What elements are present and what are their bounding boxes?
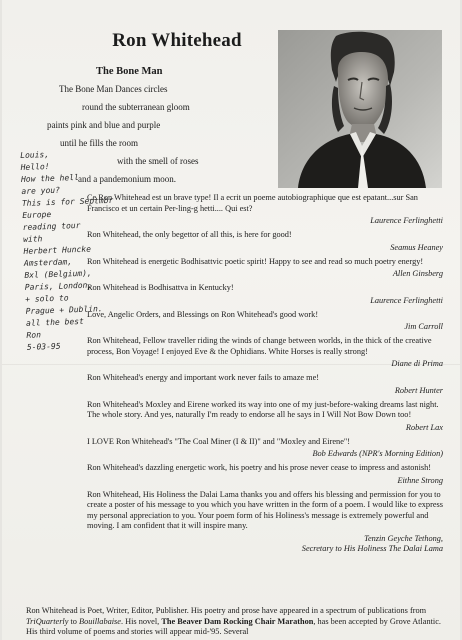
- quote-text: Ron Whitehead, the only begettor of all this, is here for good!: [87, 230, 292, 239]
- quotes-list: [87, 193, 443, 558]
- note-line: Europe: [22, 209, 52, 220]
- note-line: reading tour: [22, 220, 81, 232]
- note-line: are you?: [21, 185, 61, 196]
- quote-item: [87, 400, 443, 433]
- quote-attribution: Jim Carroll: [404, 322, 443, 331]
- note-line: How the hell: [20, 172, 79, 184]
- quote-item: [87, 490, 443, 554]
- quote-item: [87, 193, 443, 226]
- bio-publication: Bouillabaise: [79, 616, 121, 626]
- quote-attribution: Seamus Heaney: [390, 242, 443, 252]
- quote-text: Ron Whitehead is Bodhisattva in Kentucky!: [87, 283, 234, 292]
- bio-publication: TriQuarterly: [26, 616, 69, 626]
- note-line: Ron: [26, 330, 42, 340]
- note-line: Bxl (Belgium),: [24, 268, 92, 280]
- quote-attribution: Eithne Strong: [397, 475, 443, 485]
- poem-line: paints pink and blue and purple: [47, 120, 161, 130]
- note-line: This is for Septmbr: [21, 195, 114, 208]
- author-bio: [26, 606, 450, 638]
- bio-text: Ron Whitehead is Poet, Writer, Editor, Publisher. His poetry and prose have appeared in a spectrum of publications from: [26, 606, 427, 615]
- quote-attribution: Laurence Ferlinghetti: [370, 295, 443, 305]
- quote-text: Ron Whitehead's dazzling energetic work, his poetry and his prose never cease to impress and astonish!: [87, 463, 432, 472]
- poem-line: with the smell of roses: [117, 156, 199, 166]
- quote-attribution-title: Secretary to His Holiness The Dalai Lama: [301, 543, 443, 553]
- handwritten-note: [20, 148, 114, 354]
- quote-item: [87, 336, 443, 369]
- note-line: Herbert Huncke: [23, 244, 92, 256]
- note-line: all the best: [25, 316, 84, 328]
- poem-line: The Bone Man Dances circles: [59, 84, 168, 94]
- quote-attribution: Allen Ginsberg: [392, 269, 443, 278]
- note-line: Louis,: [20, 149, 50, 160]
- note-line: 5-03-95: [26, 341, 61, 352]
- author-portrait-drawing: [278, 30, 442, 188]
- quote-attribution: Robert Hunter: [394, 385, 443, 395]
- quote-attribution: Diane di Prima: [391, 359, 443, 368]
- bio-text: . His novel,: [120, 616, 162, 626]
- quote-item: [87, 283, 443, 306]
- page-title: Ron Whitehead: [112, 30, 242, 51]
- quote-text: Ron Whitehead's energy and important work never fails to amaze me!: [87, 373, 320, 382]
- quote-attribution: Robert Lax: [405, 422, 443, 432]
- author-portrait: [278, 30, 442, 188]
- quote-text: Ron Whitehead's Moxley and Eirene worked its way into one of my just-before-waking dreams last night. The whole story. And yes, naturally I'm ready to endorse all he says in I Will Not Bow Down too!: [87, 399, 439, 419]
- bio-text: , has been accepted by Grove Atlantic. His third volume of poems and stories will appear mid-'95. Several: [26, 616, 441, 636]
- poem-title: The Bone Man: [96, 66, 163, 77]
- document-page: [2, 0, 460, 640]
- quote-text: Ron Whitehead is energetic Bodhisattvic poetic spirit! Happy to see and read so much poetry energy!: [87, 256, 424, 266]
- note-line: Amsterdam,: [23, 257, 73, 268]
- quote-text: Ce Ron Whitehead est un brave type! Il a ecrit un poeme autobiographique que est epatant...sur San Francisco et un certain Per-ling-g hetti.... Qui est?: [87, 193, 418, 213]
- note-line: Hello!: [20, 161, 50, 172]
- quote-item: [87, 437, 443, 460]
- note-line: + solo to: [25, 293, 69, 304]
- quote-text: I LOVE Ron Whitehead's "The Coal Miner (I & II)" and "Moxley and Eirene"!: [87, 436, 351, 446]
- quote-text: Ron Whitehead, His Holiness the Dalai Lama thanks you and offers his blessing and permission for you to create a poster of his message to you which you have written in the form of a poem. I would like to express my personal appreciation to you. Your poem form of his Holiness's message is extremely powerful and moving. I am confident that it will inspire many.: [87, 489, 443, 530]
- quote-text: Ron Whitehead, Fellow traveller riding the winds of change between worlds, in the thick of the creative process, Bon Voyage! I enjoyed Eve & the Ophidians. White Horses is really strong!: [87, 336, 432, 356]
- poem-line: and a pandemonium moon.: [78, 174, 176, 184]
- quote-attribution: Tenzin Geyche Tethong,: [364, 533, 443, 543]
- quote-attribution: Bob Edwards (NPR's Morning Edition): [312, 449, 443, 458]
- quote-item: [87, 463, 443, 486]
- quote-text: Love, Angelic Orders, and Blessings on Ron Whitehead's good work!: [87, 309, 319, 319]
- quote-item: [87, 257, 443, 280]
- note-line: Prague + Dublin.: [25, 304, 103, 316]
- bio-text: to: [68, 616, 80, 626]
- poem-line: round the subterranean gloom: [82, 102, 190, 112]
- poem-line: until he fills the room: [60, 138, 138, 148]
- quote-item: [87, 310, 443, 333]
- quote-item: [87, 373, 443, 396]
- note-line: with: [22, 234, 43, 244]
- quote-attribution: Laurence Ferlinghetti: [370, 216, 443, 225]
- quote-item: [87, 230, 443, 253]
- bio-novel-title: The Beaver Dam Rocking Chair Marathon: [161, 616, 314, 626]
- note-line: Paris, London,: [24, 280, 93, 292]
